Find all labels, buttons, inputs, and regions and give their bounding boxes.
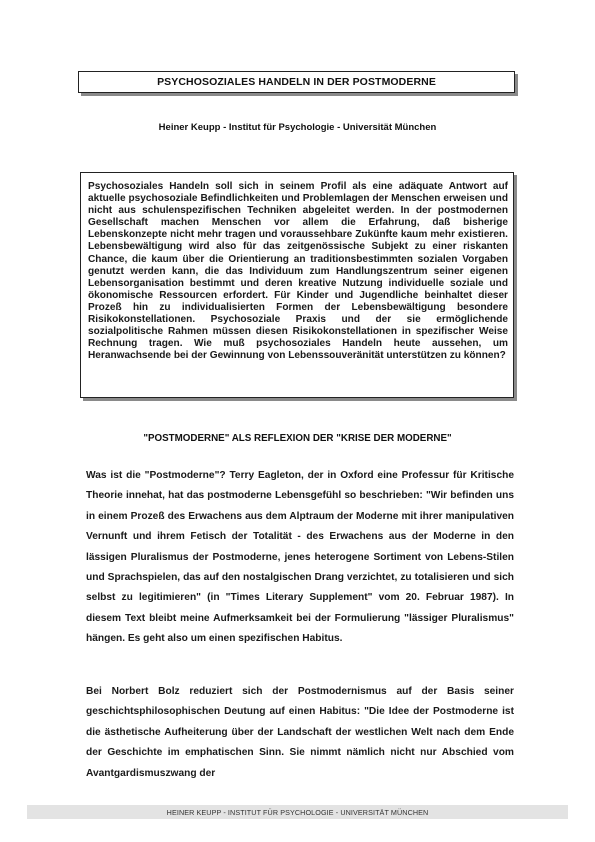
document-title: PSYCHOSOZIALES HANDELN IN DER POSTMODERNE	[157, 76, 436, 88]
page-footer	[27, 805, 568, 819]
footer-text: HEINER KEUPP - INSTITUT FÜR PSYCHOLOGIE - UNIVERSITÄT MÜNCHEN	[166, 807, 429, 817]
body-paragraph-1: Was ist die "Postmoderne"? Terry Eagleton, der in Oxford eine Professur für Kritische Theorie innehat, hat das postmoderne Lebensgefühl so beschrieben: "Wir befinden uns in einem Prozeß des Erwachens aus dem Alptraum der Moderne mit ihrer manipulativen Vernunft und ihrem Fetisch der Totalität - des Erwachens aus der Moderne in den lässigen Pluralismus der Postmoderne, jenes heterogene Sortiment von Lebens-Stilen und Sprachspielen, das auf den nostalgischen Drang verzichtet, zu totalisieren und sich selbst zu legitimieren" (in "Times Literary Supplement" vom 20. Februar 1987). In diesem Text bleibt meine Aufmerksamkeit bei der Formulierung "lässiger Pluralismus" hängen. Es geht also um einen spezifischen Habitus.	[86, 470, 514, 645]
body-paragraph-2: Bei Norbert Bolz reduziert sich der Postmodernismus auf der Basis seiner geschichtsphilosophischen Deutung auf einen Habitus: "Die Idee der Postmoderne ist die ästhetische Aufheiterung über der Landschaft der westlichen Welt nach dem Ende der Geschichte im emphatischen Sinn. Sie nimmt nämlich nicht nur Abschied vom Avantgardismuszwang der	[86, 686, 514, 779]
abstract-text: Psychosoziales Handeln soll sich in seinem Profil als eine adäquate Antwort auf aktuelle psychosoziale Befindlichkeiten und Problemlagen der Menschen erweisen und nicht aus schulenspezifischen Techniken abgeleitet werden. In der postmodernen Gesellschaft machen Menschen vor allem die Erfahrung, daß bisherige Lebenskonzepte nicht mehr tragen und voraussehbare Zukünfte kaum mehr existieren. Lebensbewältigung wird also für das zeitgenössische Subjekt zu einer riskanten Chance, die kaum über die Orientierung an traditionsbestimmten sozialen Vorgaben genutzt werden kann, die das Individuum zum Handlungszentrum seiner eigenen Lebensorganisation bestimmt und deren kreative Nutzung individuelle soziale und ökonomische Ressourcen erfordert. Für Kinder und Jugendliche beinhaltet dieser Prozeß hin zu individualisierten Formen der Lebensbewältigung besondere Risikokonstellationen. Psychosoziale Praxis und der sie ermöglichende sozialpolitische Rahmen müssen diesen Risikokonstellationen in spezifischer Weise Rechnung tragen. Wie muß psychosoziales Handeln heute aussehen, um Heranwachsende bei der Gewinnung von Lebenssouveränität unterstützen zu können?	[88, 181, 508, 362]
abstract-box	[80, 172, 514, 398]
author-line: Heiner Keupp - Institut für Psychologie - Universität München	[158, 122, 437, 133]
title-box	[78, 71, 515, 93]
section-heading: "POSTMODERNE" ALS REFLEXION DER "KRISE DER MODERNE"	[143, 433, 452, 444]
